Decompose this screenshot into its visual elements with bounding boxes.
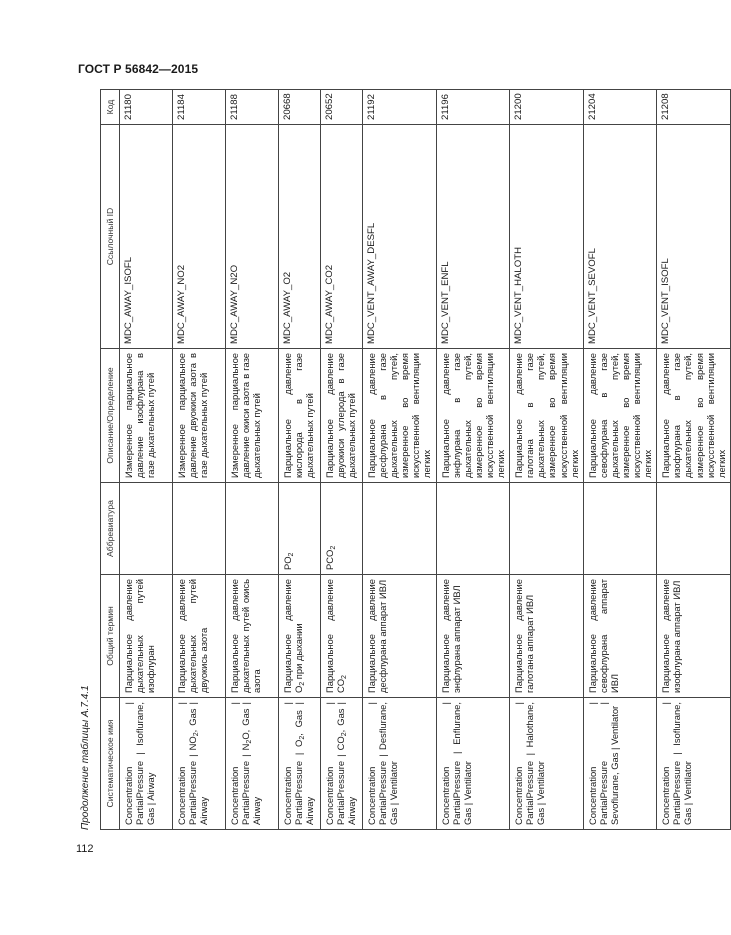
cell-common-term: Парциальное давление десфлурана аппарат ИВЛ	[363, 575, 437, 698]
cell-systematic-name: Concentration | PartialPressure | Isoflurane, Gas | Ventilator	[657, 698, 731, 830]
cell-common-term: Парциальное давление галотана аппарат ИВЛ	[510, 575, 584, 698]
page-number: 112	[76, 843, 94, 855]
cell-abbreviation	[436, 483, 510, 575]
document-header: ГОСТ Р 56842—2015	[78, 62, 199, 76]
cell-description: Измеренное парциальное давление изофлурана в газе дыхательных путей	[120, 349, 173, 483]
cell-abbreviation: $PO_2$	[279, 483, 321, 575]
cell-common-term: Парциальное давление севофлурана аппарат ИВЛ	[583, 575, 657, 698]
cell-abbreviation	[657, 483, 731, 575]
cell-common-term: Парциальное давление изофлурана аппарат ИВЛ	[657, 575, 731, 698]
table-row	[120, 90, 173, 830]
cell-common-term: Парциальное давление дыхательных путей двуокись азота	[173, 575, 226, 698]
table-row	[279, 90, 321, 830]
table-header-row	[101, 90, 120, 830]
cell-systematic-name: Concentration | PartialPressure | $CO_2$, Gas | Airway	[321, 698, 363, 830]
cell-code: 21208	[657, 90, 731, 125]
column-header-code: Код	[101, 90, 120, 125]
table-row	[321, 90, 363, 830]
cell-systematic-name: Concentration | PartialPressure | Desflurane, Gas | Ventilator	[363, 698, 437, 830]
cell-reference-id: MDC_VENT_HALOTH	[510, 125, 584, 349]
cell-code: 21184	[173, 90, 226, 125]
cell-code: 21188	[226, 90, 279, 125]
table-row	[173, 90, 226, 830]
column-header-description: Описание/Определение	[101, 349, 120, 483]
table-row	[226, 90, 279, 830]
column-header-abbreviation: Аббревиатура	[101, 483, 120, 575]
cell-description: Измеренное парциальное давление окиси азота в газе дыхательных путей	[226, 349, 279, 483]
column-header-common-term: Общий термин	[101, 575, 120, 698]
cell-reference-id: MDC_VENT_ENFL	[436, 125, 510, 349]
cell-systematic-name: Concentration | PartialPressure | $O_2$, Gas | Airway	[279, 698, 321, 830]
cell-systematic-name: Concentration | PartialPressure | Halothane, Gas | Ventilator	[510, 698, 584, 830]
cell-description: Парциальное давление галотана в газе дыхательных путей, измеренное во время искусственной вентиляции легких	[510, 349, 584, 483]
cell-systematic-name: Concentration | PartialPressure | Sevoflurane, Gas | Ventilator	[583, 698, 657, 830]
rotated-table-area	[80, 90, 727, 830]
cell-abbreviation	[226, 483, 279, 575]
cell-code: 21204	[583, 90, 657, 125]
cell-common-term: Парциальное давление дыхательных путей окись азота	[226, 575, 279, 698]
cell-reference-id: MDC_VENT_SEVOFL	[583, 125, 657, 349]
column-header-systematic-name: Систематическое имя	[101, 698, 120, 830]
cell-reference-id: MDC_AWAY_N2O	[226, 125, 279, 349]
table-row	[436, 90, 510, 830]
cell-description: Измеренное парциальное давление двуокиси азота в газе дыхательных путей	[173, 349, 226, 483]
cell-common-term: Парциальное давление $CO_2$	[321, 575, 363, 698]
cell-reference-id: MDC_AWAY_CO2	[321, 125, 363, 349]
cell-common-term: Парциальное давление энфлурана аппарат ИВЛ	[436, 575, 510, 698]
cell-code: 21192	[363, 90, 437, 125]
cell-abbreviation	[120, 483, 173, 575]
table-row	[657, 90, 731, 830]
table-row	[510, 90, 584, 830]
cell-common-term: Парциальное давление дыхательных путей изофлуран	[120, 575, 173, 698]
column-header-reference-id: Ссылочный ID	[101, 125, 120, 349]
table-row	[363, 90, 437, 830]
cell-reference-id: MDC_VENT_ISOFL	[657, 125, 731, 349]
cell-description: Парциальное давление двуокиси углерода в газе дыхательных путей	[321, 349, 363, 483]
table-row	[583, 90, 657, 830]
cell-description: Парциальное давление изофлурана в газе дыхательных путей, измеренное во время искусственной вентиляции легких	[657, 349, 731, 483]
cell-systematic-name: Concentration | PartialPressure | $N_2O$, Gas | Airway	[226, 698, 279, 830]
cell-systematic-name: Concentration | PartialPressure | Isoflurane, Gas | Airway	[120, 698, 173, 830]
cell-abbreviation	[510, 483, 584, 575]
cell-code: 20668	[279, 90, 321, 125]
cell-abbreviation	[583, 483, 657, 575]
cell-abbreviation: $PCO_2$	[321, 483, 363, 575]
cell-code: 21200	[510, 90, 584, 125]
cell-abbreviation	[363, 483, 437, 575]
cell-reference-id: MDC_AWAY_ISOFL	[120, 125, 173, 349]
cell-systematic-name: Concentration | PartialPressure | $NO_2$, Gas | Airway	[173, 698, 226, 830]
cell-description: Парциальное давление севофлурана в газе дыхательных путей, измеренное во время искусственной вентиляции легких	[583, 349, 657, 483]
cell-reference-id: MDC_AWAY_O2	[279, 125, 321, 349]
cell-common-term: Парциальное давление $O_2$ при дыхании	[279, 575, 321, 698]
cell-description: Парциальное давление энфлурана в газе дыхательных путей, измеренное во время искусственной вентиляции легких	[436, 349, 510, 483]
cell-code: 21180	[120, 90, 173, 125]
cell-description: Парциальное давление кислорода в газе дыхательных путей	[279, 349, 321, 483]
cell-reference-id: MDC_AWAY_NO2	[173, 125, 226, 349]
cell-code: 20652	[321, 90, 363, 125]
cell-reference-id: MDC_VENT_AWAY_DESFL	[363, 125, 437, 349]
cell-systematic-name: Concentration | PartialPressure | Enflurane, Gas | Ventilator	[436, 698, 510, 830]
cell-abbreviation	[173, 483, 226, 575]
table-caption: Продолжение таблицы А.7.4.1	[80, 685, 91, 830]
terms-table	[100, 89, 731, 830]
cell-code: 21196	[436, 90, 510, 125]
cell-description: Парциальное давление десфлурана в газе дыхательных путей, измеренное во время искусственной вентиляции легких	[363, 349, 437, 483]
